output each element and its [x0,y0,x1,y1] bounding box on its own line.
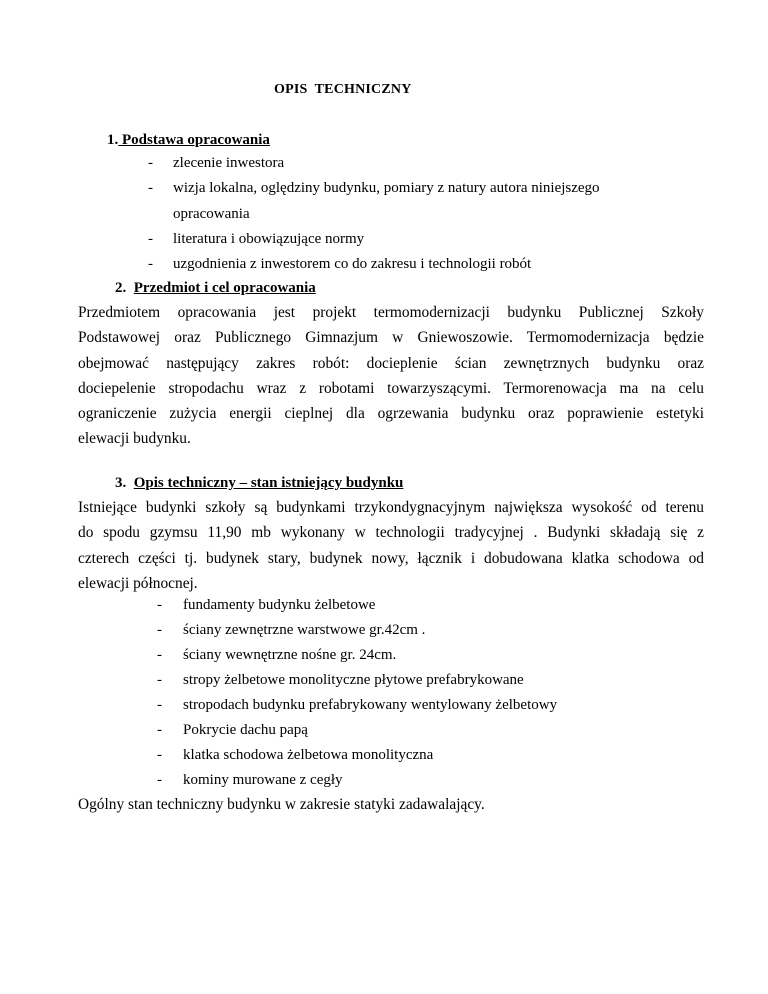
section-3-item: stropy żelbetowe monolityczne płytowe prefabrykowane [183,672,524,688]
section-3-item: fundamenty budynku żelbetowe [183,597,376,613]
bullet-dash: - [157,697,162,713]
section-3-item: kominy murowane z cegły [183,772,343,788]
bullet-dash: - [157,672,162,688]
bullet-dash: - [157,597,162,613]
bullet-dash: - [148,231,153,247]
bullet-dash: - [148,180,153,196]
section-3-item: stropodach budynku prefabrykowany wentylowany żelbetowy [183,697,558,713]
section-3-title: Opis techniczny – stan istniejący budynku [133,475,404,491]
bullet-dash: - [148,256,153,272]
paragraph-line: obejmować następujący zakres robót: docieplenie ścian zewnętrznych budynku oraz [78,354,704,372]
bullet-dash: - [157,772,162,788]
section-3-item: ściany zewnętrzne warstwowe gr.42cm . [183,622,426,638]
section-3-number: 3. [115,475,127,491]
paragraph-line: czterech części tj. budynek stary, budynek nowy, łącznik i dobudowana klatka schodowa od [78,549,704,567]
paragraph-line: elewacji budynku. [78,430,191,448]
bullet-dash: - [157,647,162,663]
section-1-number: 1. [107,132,119,148]
bullet-dash: - [148,155,153,171]
paragraph-line: Przedmiotem opracowania jest projekt termomodernizacji budynku Publicznej Szkoły [78,304,704,321]
section-1-item: literatura i obowiązujące normy [173,231,365,247]
section-3-heading [115,475,403,492]
section-1-item: wizja lokalna, oględziny budynku, pomiary z natury autora niniejszego [173,180,600,196]
section-1-item: uzgodnienia z inwestorem co do zakresu i technologii robót [173,256,532,272]
paragraph-line: Podstawowej oraz Publicznego Gimnazjum w Gniewoszowie. Termomodernizacja będzie [78,329,704,347]
section-1-item: zlecenie inwestora [173,155,285,171]
section-1-heading [107,132,270,149]
page-title: OPIS TECHNICZNY [274,82,412,97]
section-2-number: 2. [115,280,127,296]
section-3-item: ściany wewnętrzne nośne gr. 24cm. [183,647,397,663]
paragraph-line: Istniejące budynki szkoły są budynkami trzykondygnacyjnym największa wysokość od terenu [78,499,704,516]
section-2-title: Przedmiot i cel opracowania [133,280,316,296]
section-3-item: klatka schodowa żelbetowa monolityczna [183,747,434,763]
bullet-dash: - [157,722,162,738]
summary-text: Ogólny stan techniczny budynku w zakresie statyki zadawalający. [78,796,485,813]
section-1-title: Podstawa opracowania [118,132,270,148]
paragraph-line: ograniczenie zużycia energii cieplnej dla ogrzewania budynku oraz poprawienie estetyki [78,405,704,423]
section-2-heading [115,280,316,297]
section-3-item: Pokrycie dachu papą [183,722,308,738]
section-3-paragraph [78,495,704,596]
bullet-dash: - [157,622,162,638]
bullet-dash: - [157,747,162,763]
section-2-paragraph [78,300,704,452]
paragraph-line: elewacji północnej. [78,574,198,592]
section-1-item-continuation: opracowania [173,206,250,222]
paragraph-line: dociepelenie stropodachu wraz z robotami towarzyszącymi. Termorenowacja ma na celu [78,379,704,397]
paragraph-line: do spodu gzymsu 11,90 mb wykonany w technologii tradycyjnej . Budynki składają się z [78,524,704,542]
